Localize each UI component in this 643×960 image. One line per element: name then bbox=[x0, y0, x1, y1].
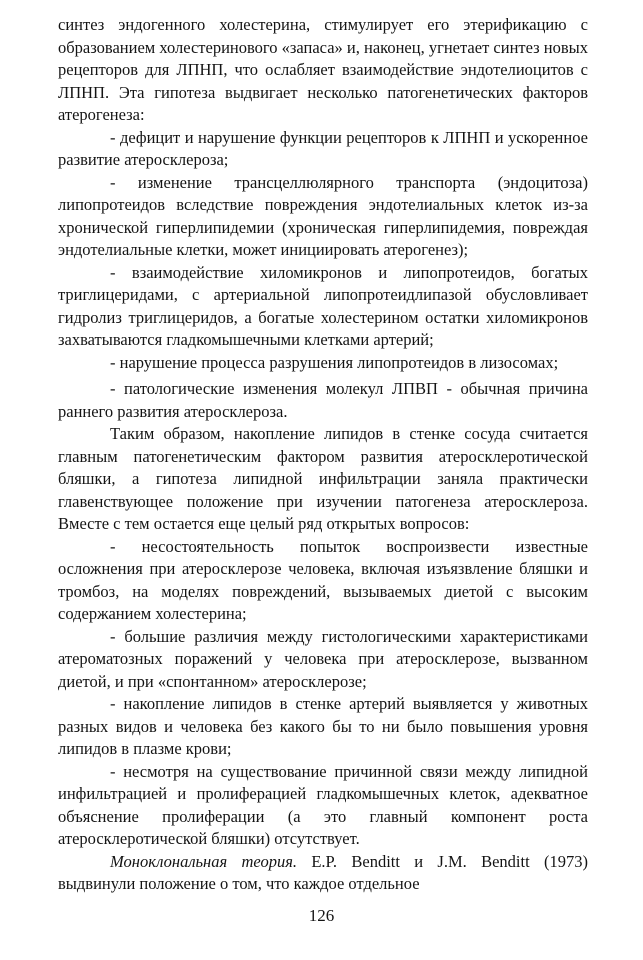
paragraph-monoclonal-text: E.P. Benditt и J.M. Benditt (1973) выдвинули положение о том, что каждое отдельное bbox=[58, 851, 588, 893]
page-text bbox=[58, 14, 588, 896]
list-item-text: - несостоятельность попыток воспроизвести известные осложнения при атеросклерозе человека, включая изъязвление бляшки и тромбоз, на моделях повреждений, вызываемых диетой с высоким содержанием холестерина; bbox=[58, 536, 588, 623]
list-item-hdl-changes bbox=[58, 378, 588, 423]
paragraph-conclusion-text: Таким образом, накопление липидов в стенке сосуда считается главным патогенетическим фактором развития атеросклеротической бляшки, а гипотеза липидной инфильтрации заняла практически главенствующее положение при изучении патогенеза атеросклероза. Вместе с тем остается еще целый ряд открытых вопросов: bbox=[58, 424, 588, 533]
list-item-text: - несмотря на существование причинной связи между липидной инфильтрацией и пролиферацией гладкомышечных клеток, адекватное объяснение пролиферации (а это главный компонент роста атеросклеротической бляшки) отсутствует. bbox=[58, 761, 588, 848]
list-item-proliferation bbox=[58, 761, 588, 851]
list-item-transcellular-transport bbox=[58, 172, 588, 262]
list-item-text: - патологические изменения молекул ЛПВП - обычная причина раннего развития атеросклероза. bbox=[58, 379, 588, 421]
list-item-text: - большие различия между гистологическими характеристиками атероматозных поражений у человека при атеросклерозе, вызванном диетой, и при «спонтанном» атеросклерозе; bbox=[58, 626, 588, 691]
list-item-text: - изменение трансцеллюлярного транспорта (эндоцитоза) липопротеидов вследствие повреждения эндотелиальных клеток из-за хронической гиперлипидемии (хроническая гиперлипидемия, повреждая эндотелиальные клетки, может инициировать атерогенез); bbox=[58, 172, 588, 259]
paragraph-1 bbox=[58, 14, 588, 127]
list-item-histology-differences bbox=[58, 626, 588, 694]
list-item-lipid-accumulation bbox=[58, 693, 588, 761]
list-item-text: - накопление липидов в стенке артерий выявляется у животных разных видов и человека без какого бы то ни было повышения уровня липидов в плазме крови; bbox=[58, 694, 588, 758]
paragraph-monoclonal-theory bbox=[58, 851, 588, 896]
list-item-models-failure bbox=[58, 536, 588, 626]
list-item-text: - дефицит и нарушение функции рецепторов к ЛПНП и ускоренное развитие атеросклероза; bbox=[58, 127, 588, 169]
section-lead-heading: Моноклональная теория. bbox=[110, 851, 298, 871]
list-item-chylomicrons bbox=[58, 262, 588, 352]
list-item-text: - взаимодействие хиломикронов и липопротеидов, богатых триглицеридами, с артериальной липопротеидлипазой обусловливает гидролиз триглицеридов, а богатые холестерином остатки хиломикронов захватываются гладкомышечными клетками артерий; bbox=[58, 262, 588, 349]
page-number: 126 bbox=[308, 906, 335, 925]
list-item-receptor-deficit bbox=[58, 127, 588, 172]
paragraph-conclusion bbox=[58, 423, 588, 536]
list-item-lysosomes bbox=[58, 352, 588, 375]
paragraph-1-text: синтез эндогенного холестерина, стимулирует его этерификацию с образованием холестеринового «запаса» и, наконец, угнетает синтез новых рецепторов для ЛПНП, что ослабляет взаимодействие эндотелиоцитов с ЛПНП. Эта гипотеза выдвигает несколько патогенетических факторов атерогенеза: bbox=[58, 15, 588, 124]
list-item-text: - нарушение процесса разрушения липопротеидов в лизосомах; bbox=[110, 352, 559, 372]
